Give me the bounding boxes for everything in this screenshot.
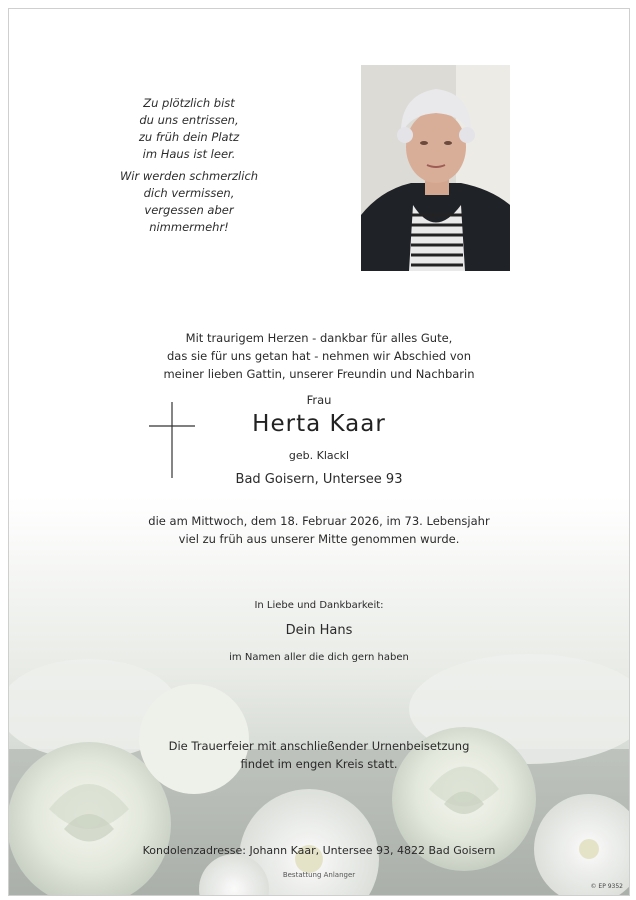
ceremony-info	[9, 737, 629, 773]
undertaker: Bestattung Anlanger	[282, 871, 356, 879]
intro-line: das sie für uns getan hat - nehmen wir Abschied von	[166, 349, 472, 363]
deceased-name: Herta Kaar	[252, 411, 386, 437]
poem	[79, 95, 299, 236]
intro-line: meiner lieben Gattin, unserer Freundin und Nachbarin	[163, 367, 475, 381]
mourners-lead: In Liebe und Dankbarkeit:	[254, 600, 384, 611]
mourners-name: Dein Hans	[285, 623, 353, 638]
death-notice	[9, 512, 629, 548]
poem-line: Wir werden schmerzlich	[119, 169, 259, 183]
poem-line: zu früh dein Platz	[138, 130, 240, 144]
obituary-card	[8, 8, 630, 896]
mourners-note: im Namen aller die dich gern haben	[229, 652, 409, 663]
ceremony-line: Die Trauerfeier mit anschließender Urnenbeisetzung	[168, 739, 470, 753]
salutation: Frau	[306, 393, 332, 407]
poem-line: du uns entrissen,	[139, 113, 239, 127]
death-line: die am Mittwoch, dem 18. Februar 2026, im 73. Lebensjahr	[148, 514, 490, 528]
intro-text	[9, 329, 629, 383]
poem-line: Zu plötzlich bist	[143, 96, 235, 110]
poem-line: im Haus ist leer.	[142, 147, 236, 161]
death-line: viel zu früh aus unserer Mitte genommen wurde.	[178, 532, 460, 546]
intro-line: Mit traurigem Herzen - dankbar für alles Gute,	[185, 331, 453, 345]
print-code: © EP 9352	[590, 883, 623, 890]
birth-name: geb. Klackl	[288, 449, 350, 462]
condolence-address: Kondolenzadresse: Johann Kaar, Untersee 93, 4822 Bad Goisern	[142, 844, 496, 857]
ceremony-line: findet im engen Kreis statt.	[240, 757, 398, 771]
deceased-address: Bad Goisern, Untersee 93	[235, 472, 403, 487]
poem-line: dich vermissen,	[143, 186, 235, 200]
poem-line: nimmermehr!	[149, 220, 229, 234]
poem-line: vergessen aber	[144, 203, 234, 217]
portrait-photo	[361, 65, 510, 271]
